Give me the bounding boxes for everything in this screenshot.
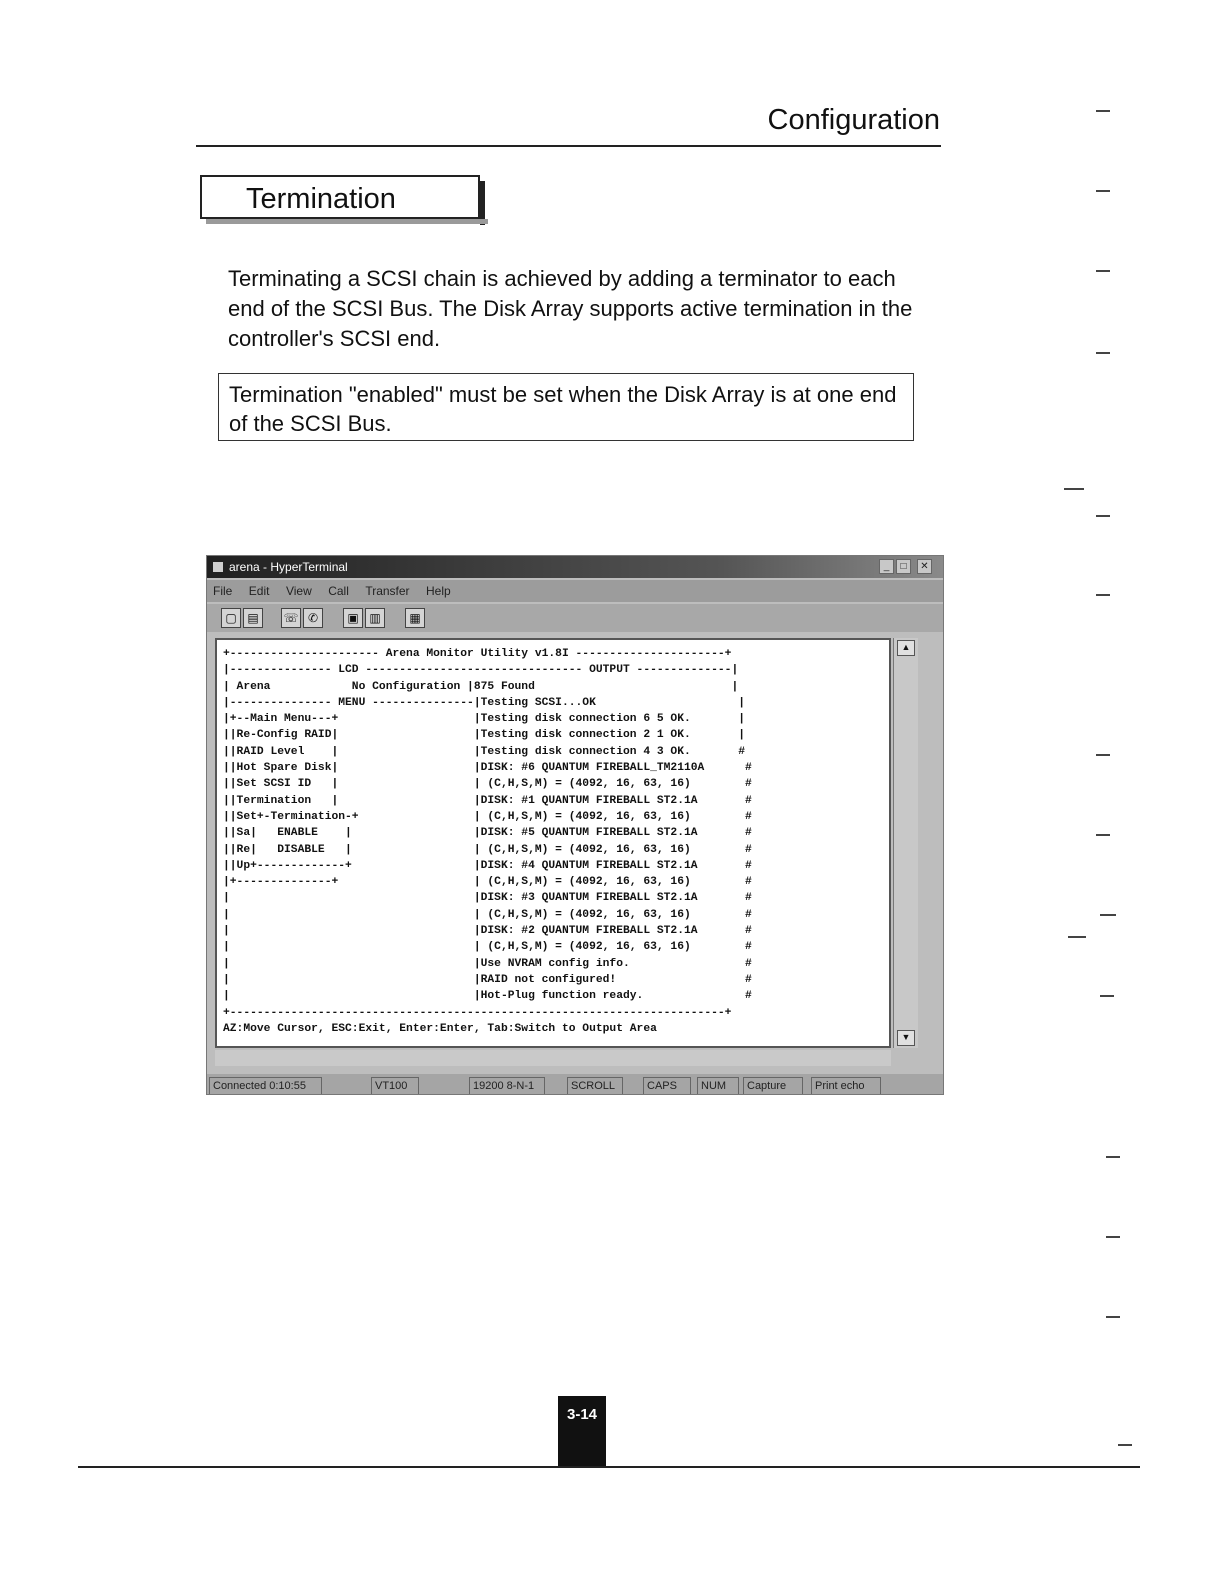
section-box [200,175,480,219]
terminal-line: ||Hot Spare Disk| |DISK: #6 QUANTUM FIREBALL_TM2110A # [223,762,752,775]
status-emulation: VT100 [371,1077,419,1095]
margin-mark [1096,190,1110,192]
note-box: Termination "enabled" must be set when the Disk Array is at one end of the SCSI Bus. [218,373,914,441]
terminal-line: | Arena No Configuration |875 Found | [223,680,739,693]
terminal-line: ||Sa| ENABLE | |DISK: #5 QUANTUM FIREBALL ST2.1A # [223,827,752,840]
terminal-line: +-------------------------------------------------------------------------+ [223,1006,732,1019]
menu-bar [207,580,943,602]
menu-view[interactable]: View [285,584,312,598]
terminal-line: ||Set SCSI ID | | (C,H,S,M) = (4092, 16, 63, 16) # [223,778,752,791]
terminal-line: |--------------- LCD -------------------------------- OUTPUT --------------| [223,664,739,677]
send-icon[interactable]: ▣ [343,608,363,628]
status-print-echo: Print echo [811,1077,881,1095]
maximize-button[interactable]: □ [896,559,911,574]
margin-mark [1096,834,1110,836]
status-port-settings: 19200 8-N-1 [469,1077,545,1095]
terminal-line: | |Use NVRAM config info. # [223,957,752,970]
terminal-line: | |DISK: #3 QUANTUM FIREBALL ST2.1A # [223,892,752,905]
status-scroll: SCROLL [567,1077,623,1095]
terminal-line: | |DISK: #2 QUANTUM FIREBALL ST2.1A # [223,925,752,938]
margin-mark [1096,352,1110,354]
horizontal-scroll-area[interactable] [215,1050,891,1066]
terminal-screen[interactable] [215,638,891,1048]
margin-mark [1106,1316,1120,1318]
scroll-down-arrow-icon[interactable]: ▼ [897,1030,915,1046]
margin-mark [1100,914,1116,916]
status-caps: CAPS [643,1077,691,1095]
open-icon[interactable]: ▤ [243,608,263,628]
close-button[interactable]: ✕ [917,559,932,574]
terminal-line: | |Hot-Plug function ready. # [223,990,752,1003]
app-icon [213,562,223,572]
vertical-scrollbar[interactable] [893,638,918,1048]
menu-call[interactable]: Call [328,584,349,598]
terminal-help-line: AZ:Move Cursor, ESC:Exit, Enter:Enter, Tab:Switch to Output Area [223,1022,657,1035]
status-capture: Capture [743,1077,803,1095]
status-num: NUM [697,1077,739,1095]
margin-mark [1096,754,1110,756]
terminal-line: ||Set+-Termination-+ | (C,H,S,M) = (4092, 16, 63, 16) # [223,810,752,823]
margin-mark [1096,515,1110,517]
terminal-line: ||RAID Level | |Testing disk connection 4 3 OK. # [223,745,746,758]
margin-mark [1100,995,1114,997]
window-title: arena - HyperTerminal [229,560,348,574]
scroll-up-arrow-icon[interactable]: ▲ [897,640,915,656]
margin-mark [1068,936,1086,938]
section-title: Termination [246,183,396,215]
header-title: Configuration [767,104,940,136]
terminal-line: ||Termination | |DISK: #1 QUANTUM FIREBALL ST2.1A # [223,794,752,807]
body-paragraph: Terminating a SCSI chain is achieved by adding a terminator to each end of the SCSI Bus. The Disk Array supports active termination in the controller's SCSI end. [228,266,913,351]
terminal-line: |--------------- MENU ---------------|Testing SCSI...OK | [223,696,746,709]
disconnect-icon[interactable]: ✆ [303,608,323,628]
menu-help[interactable]: Help [426,584,451,598]
connect-icon[interactable]: ☏ [281,608,301,628]
receive-icon[interactable]: ▥ [365,608,385,628]
terminal-line: |+--------------+ | (C,H,S,M) = (4092, 16, 63, 16) # [223,876,752,889]
margin-mark [1106,1156,1120,1158]
properties-icon[interactable]: ▦ [405,608,425,628]
status-bar [207,1074,943,1095]
terminal-line: | | (C,H,S,M) = (4092, 16, 63, 16) # [223,908,752,921]
menu-file[interactable]: File [213,584,233,598]
menu-transfer[interactable]: Transfer [365,584,410,598]
margin-mark [1096,270,1110,272]
terminal-line: ||Re| DISABLE | | (C,H,S,M) = (4092, 16, 63, 16) # [223,843,752,856]
terminal-line: |+--Main Menu---+ |Testing disk connection 6 5 OK. | [223,713,746,726]
hyperterminal-window [206,555,944,1095]
footer-rule [78,1466,1140,1468]
terminal-line: | |RAID not configured! # [223,973,752,986]
window-titlebar [207,556,943,578]
minimize-button[interactable]: _ [879,559,894,574]
margin-mark [1118,1444,1132,1446]
new-icon[interactable]: ▢ [221,608,241,628]
section-box-shadow-bottom [206,219,488,224]
terminal-line: ||Up+-------------+ |DISK: #4 QUANTUM FIREBALL ST2.1A # [223,859,752,872]
page-number: 3-14 [558,1396,606,1466]
terminal-line: ||Re-Config RAID| |Testing disk connection 2 1 OK. | [223,729,746,742]
toolbar [207,604,943,632]
terminal-line: +---------------------- Arena Monitor Utility v1.8I ----------------------+ [223,648,732,660]
margin-mark [1106,1236,1120,1238]
menu-edit[interactable]: Edit [248,584,270,598]
header-rule [196,145,941,147]
margin-mark [1096,594,1110,596]
margin-mark [1064,488,1084,490]
margin-mark [1096,110,1110,112]
terminal-line: | | (C,H,S,M) = (4092, 16, 63, 16) # [223,941,752,954]
status-connected: Connected 0:10:55 [209,1077,322,1095]
